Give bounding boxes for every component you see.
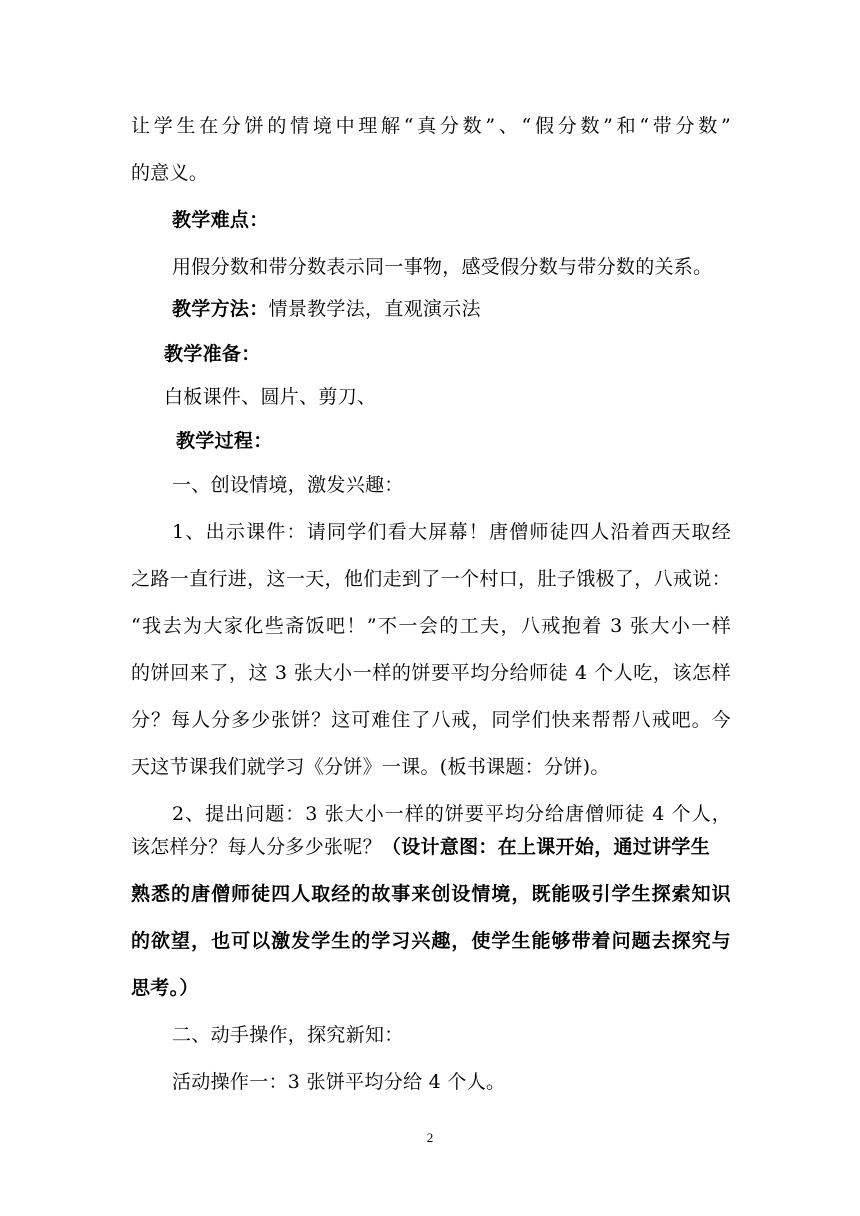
heading-teaching-difficulty: 教学难点： (172, 209, 269, 231)
section-title-1: 一、创设情境，激发兴趣： (172, 474, 404, 496)
section-title-2: 二、动手操作，探究新知： (172, 1024, 404, 1046)
page-number: 2 (426, 1130, 434, 1145)
design-intent-line-3: 的欲望，也可以激发学生的学习兴趣，使学生能够带着问题去探究与 (131, 930, 731, 952)
heading-teaching-preparation: 教学准备： (164, 343, 261, 365)
step1-line-1: 1、出示课件：请同学们看大屏幕！唐僧师徒四人沿着西天取经 (172, 521, 731, 543)
step2-line-2-text: 该怎样分？每人分多少张呢？ (131, 836, 382, 858)
label-teaching-method: 教学方法： (172, 298, 269, 320)
activity-one-text: 活动操作一：3 张饼平均分给 4 个人。 (172, 1071, 506, 1093)
step1-line-4: 的饼回来了，这 3 张大小一样的饼要平均分给师徒 4 个人吃，该怎样 (131, 662, 731, 684)
step1-line-2: 之路一直行进，这一天，他们走到了一个村口，肚子饿极了，八戒说： (131, 568, 731, 590)
text-teaching-difficulty: 用假分数和带分数表示同一事物，感受假分数与带分数的关系。 (172, 256, 713, 278)
step1-line-3: “我去为大家化些斋饭吧！”不一会的工夫，八戒抱着 3 张大小一样 (131, 615, 731, 637)
heading-teaching-process: 教学过程： (176, 430, 273, 452)
design-intent-start: （设计意图：在上课开始，通过讲学生 (381, 836, 711, 858)
design-intent-line-4: 思考。） (131, 977, 199, 999)
line-teaching-method (172, 296, 481, 322)
text-teaching-method: 情景教学法，直观演示法 (268, 298, 481, 320)
design-intent-line-2: 熟悉的唐僧师徒四人取经的故事来创设情境，既能吸引学生探索知识 (131, 883, 731, 905)
step2-line-1: 2、提出问题：3 张大小一样的饼要平均分给唐僧师徒 4 个人， (172, 803, 731, 825)
paragraph-objective-line-2: 的意义。 (131, 162, 209, 184)
paragraph-objective-line-1: 让学生在分饼的情境中理解“真分数”、“假分数”和“带分数” (131, 115, 731, 137)
step2-line-2 (131, 834, 710, 860)
step1-line-6: 天这节课我们就学习《分饼》一课。(板书课题：分饼)。 (131, 756, 610, 778)
text-teaching-preparation: 白板课件、圆片、剪刀、 (164, 386, 377, 408)
step1-line-5: 分？每人分多少张饼？这可难住了八戒，同学们快来帮帮八戒吧。今 (131, 709, 731, 731)
